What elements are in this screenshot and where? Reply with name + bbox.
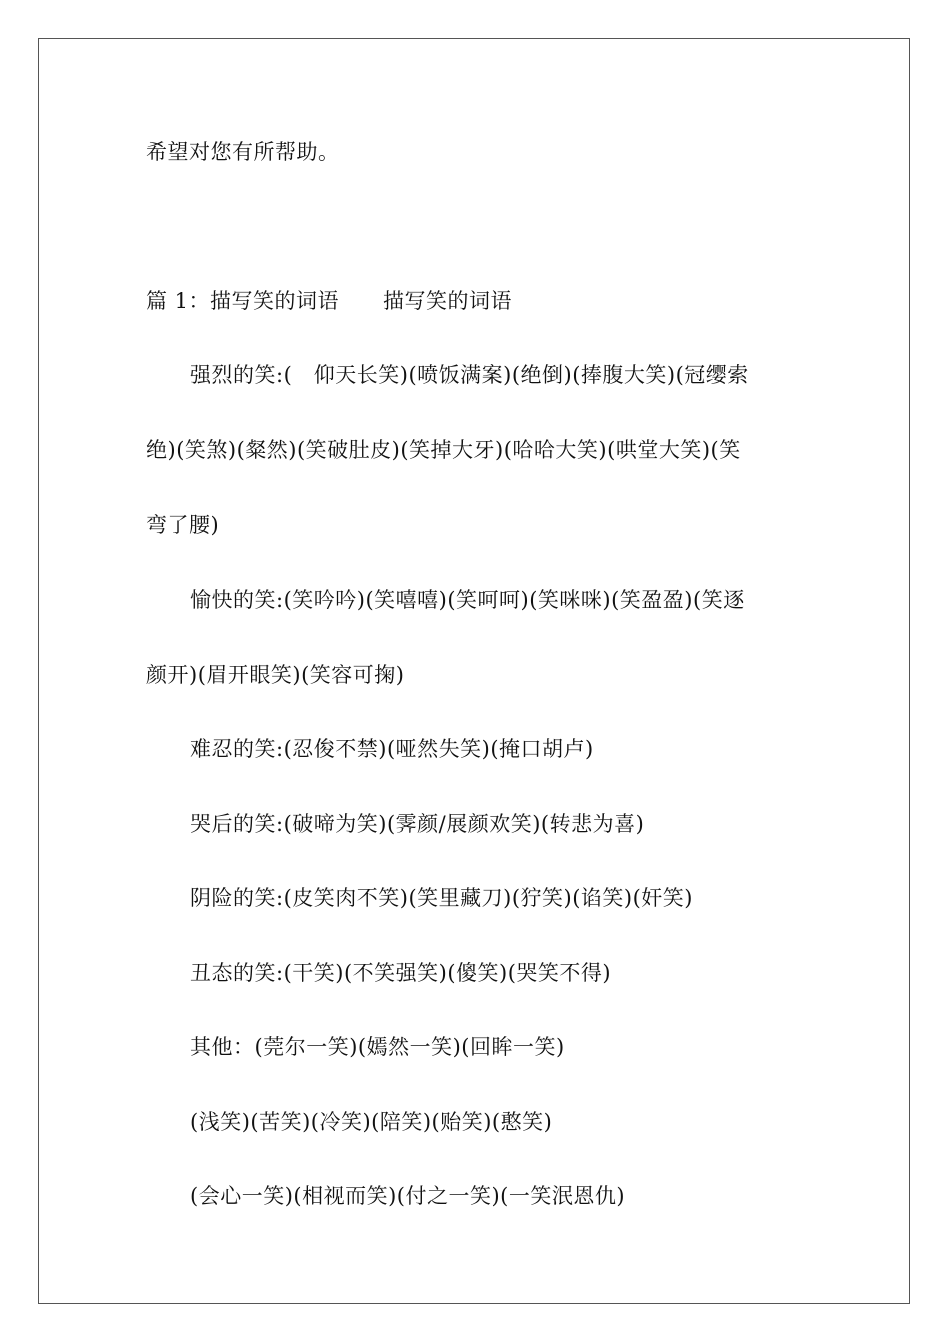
- paragraph-line: 难忍的笑:(忍俊不禁)(哑然失笑)(掩口胡卢): [190, 737, 594, 761]
- paragraph-line: 其他：(莞尔一笑)(嫣然一笑)(回眸一笑): [190, 1035, 565, 1059]
- paragraph-line: 弯了腰): [146, 513, 220, 537]
- paragraph-line: 强烈的笑:( 仰天长笑)(喷饭满案)(绝倒)(捧腹大笑)(冠缨索: [190, 363, 749, 387]
- paragraph-line: 阴险的笑:(皮笑肉不笑)(笑里藏刀)(狞笑)(谄笑)(奸笑): [190, 886, 694, 910]
- paragraph-line: 丑态的笑:(干笑)(不笑强笑)(傻笑)(哭笑不得): [190, 961, 612, 985]
- paragraph-line: (会心一笑)(相视而笑)(付之一笑)(一笑泯恩仇): [190, 1184, 626, 1208]
- intro-text: 希望对您有所帮助。: [146, 140, 340, 164]
- section-title: 篇 1：描写笑的词语: [146, 289, 340, 313]
- paragraph-line: 绝)(笑煞)(粲然)(笑破肚皮)(笑掉大牙)(哈哈大笑)(哄堂大笑)(笑: [146, 438, 741, 462]
- paragraph-line: 哭后的笑:(破啼为笑)(霁颜/展颜欢笑)(转悲为喜): [190, 812, 645, 836]
- section-heading: [146, 286, 806, 316]
- paragraph-line: 颜开)(眉开眼笑)(笑容可掬): [146, 663, 405, 687]
- paragraph-line: (浅笑)(苦笑)(冷笑)(陪笑)(贻笑)(憨笑): [190, 1110, 553, 1134]
- section-subtitle: 描写笑的词语: [383, 289, 513, 313]
- paragraph-line: 愉快的笑:(笑吟吟)(笑嘻嘻)(笑呵呵)(笑咪咪)(笑盈盈)(笑逐: [190, 588, 745, 612]
